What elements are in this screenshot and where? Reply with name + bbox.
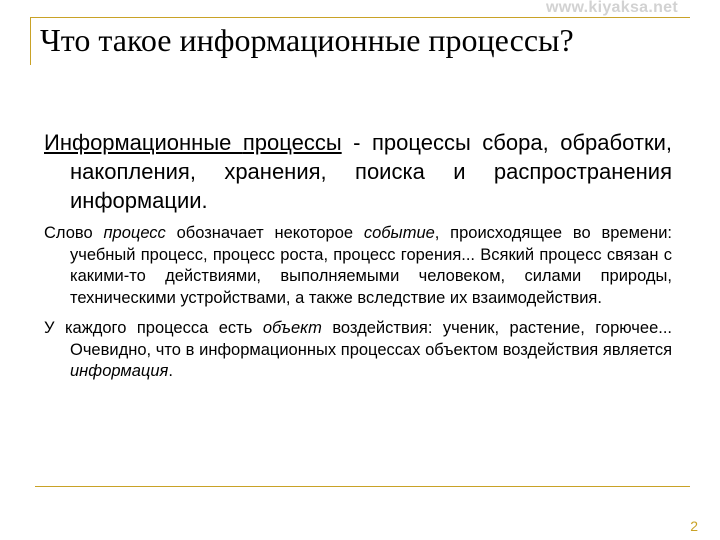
text-run: , происходящее во времени: учебный процесс, процесс роста, процесс горения... Всякий процесс связан с какими-то действиями, выполняемыми человеком, силами природы, техническими устройствами, а также вследствие их взаимодействия. xyxy=(70,224,672,307)
text-run: обозначает некоторое xyxy=(165,224,364,242)
page-number: 2 xyxy=(690,518,698,534)
slide-body xyxy=(44,128,672,392)
text-run: У каждого процесса есть xyxy=(44,319,263,337)
text-run: воздействия: ученик, растение, горючее... Очевидно, что в информационных процессах объектом воздействия является xyxy=(70,319,672,359)
frame-left-line xyxy=(30,17,31,65)
footer-line xyxy=(35,486,690,487)
text-run: . xyxy=(168,362,173,380)
underlined-term-2: процессы xyxy=(242,130,342,155)
slide-title: Что такое информационные процессы? xyxy=(40,22,574,58)
underlined-term-1: Информационные xyxy=(44,130,243,155)
process-paragraph xyxy=(44,223,672,309)
frame-top-line xyxy=(30,17,690,18)
italic-word-event: событие xyxy=(363,224,435,242)
italic-word-information: информация xyxy=(70,362,169,380)
italic-word-process: процесс xyxy=(103,224,166,242)
watermark: www.kiyaksa.net xyxy=(546,0,678,16)
text-run: Слово xyxy=(44,224,104,242)
definition-paragraph xyxy=(44,128,672,215)
object-paragraph xyxy=(44,318,672,383)
definition-text: - процессы сбора, обработки, накопления, хранения, поиска и распространения информации. xyxy=(70,130,672,213)
italic-word-object: объект xyxy=(262,319,322,337)
